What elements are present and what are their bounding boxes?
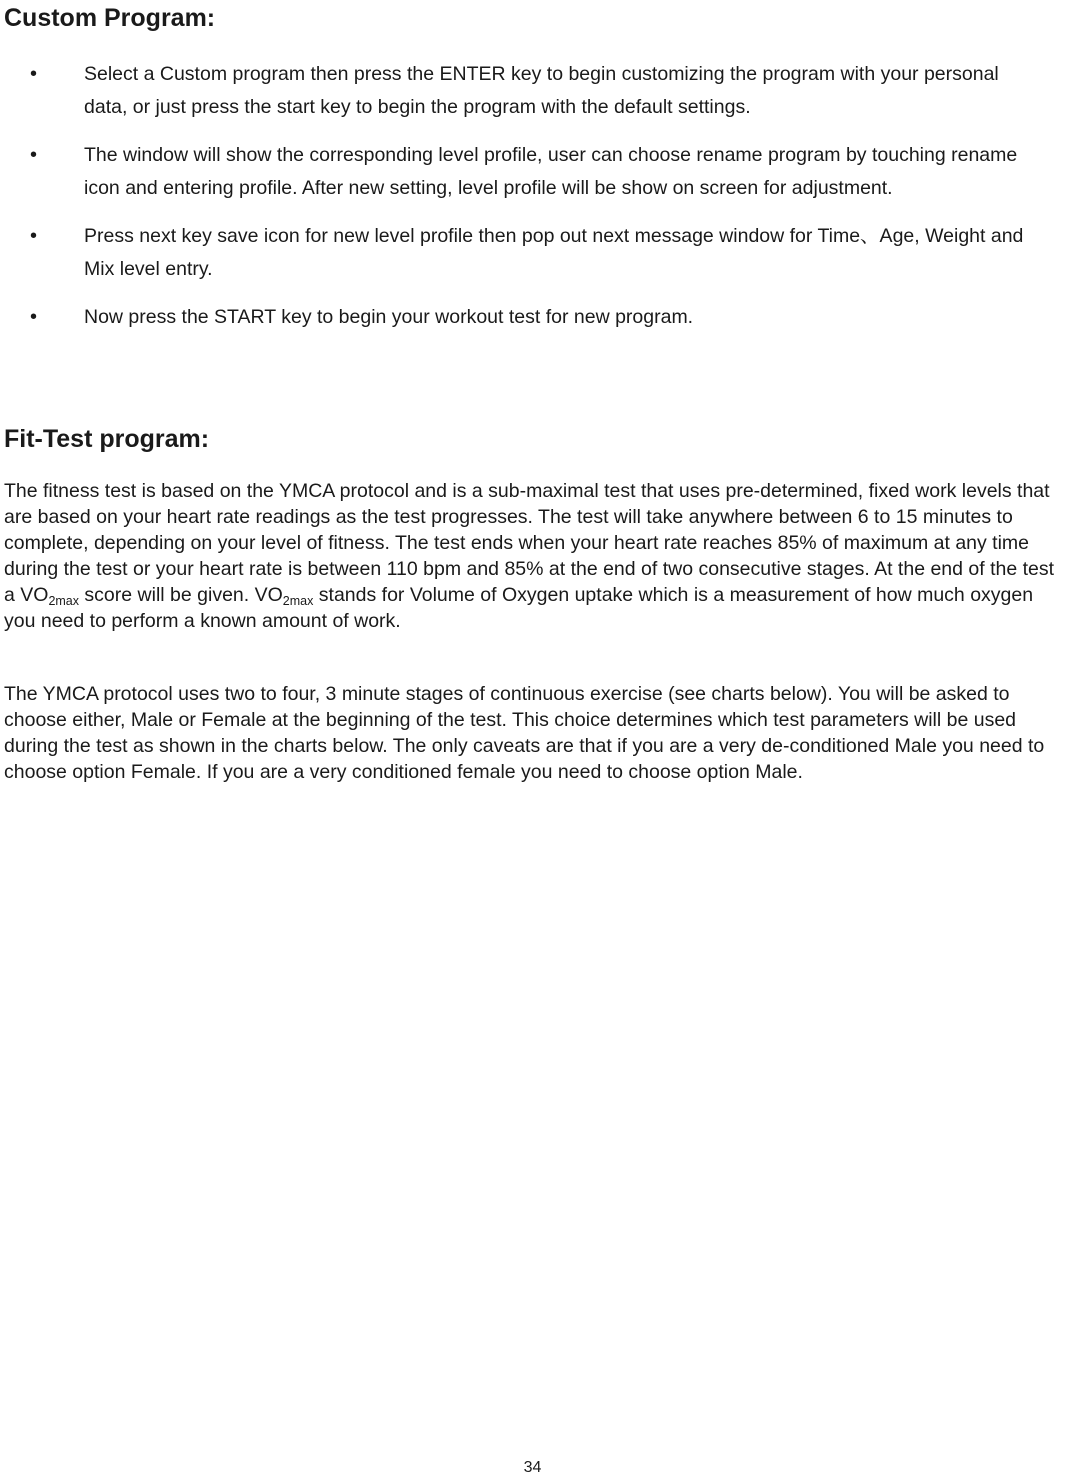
list-item-text: The window will show the corresponding level profile, user can choose rename program by touching rename icon and entering profile. After new setting, level profile will be show on screen for adjustment. (84, 144, 1018, 199)
para-text: The fitness test is based on the YMCA protocol and is a sub-maximal test that uses pre-determined, fixed work levels that are based on your heart rate readings as the test progresses. The test will take anywhere between 6 to 15 minutes to complete, depending on your level of fitness. The test ends when your heart rate reaches 85% of maximum at any time during the test or your heart rate is between 110 bpm and 85% at the end of two consecutive stages. At the end of the test a VO (4, 480, 1055, 606)
custom-program-heading: Custom Program: (4, 4, 216, 32)
list-item-text: Select a Custom program then press the ENTER key to begin customizing the program with your personal data, or just press the start key to begin the program with the default settings. (84, 63, 999, 118)
bullet-icon: • (30, 306, 38, 328)
list-item (0, 58, 1065, 124)
bullet-icon: • (30, 144, 38, 166)
list-item (0, 139, 1065, 205)
para-text: stands for Volume of Oxygen uptake which is a measurement of how much oxygen you need to perform a known amount of work. (4, 584, 1034, 632)
ymca-protocol-description: The YMCA protocol uses two to four, 3 minute stages of continuous exercise (see charts below). You will be asked to choose either, Male or Female at the beginning of the test. This choice determines which test parameters will be used during the test as shown in the charts below. The only caveats are that if you are a very de-conditioned Male you need to choose option Female. If you are a very conditioned female you need to choose option Male. (4, 683, 1045, 783)
list-item (0, 220, 1065, 286)
page-number: 34 (523, 1459, 542, 1476)
fit-test-description (4, 478, 1064, 634)
vo2max-subscript: 2max (282, 594, 314, 608)
list-item-text: Press next key save icon for new level profile then pop out next message window for Time、Age, Weight and Mix level entry. (84, 225, 1024, 280)
list-item (0, 301, 1065, 334)
list-item-text: Now press the START key to begin your workout test for new program. (84, 306, 694, 328)
para-text: score will be given. VO (79, 584, 283, 606)
bullet-icon: • (30, 63, 38, 85)
fit-test-heading: Fit-Test program: (4, 425, 210, 453)
vo2max-subscript: 2max (48, 594, 80, 608)
bullet-icon: • (30, 225, 38, 247)
custom-program-list (0, 58, 1065, 349)
